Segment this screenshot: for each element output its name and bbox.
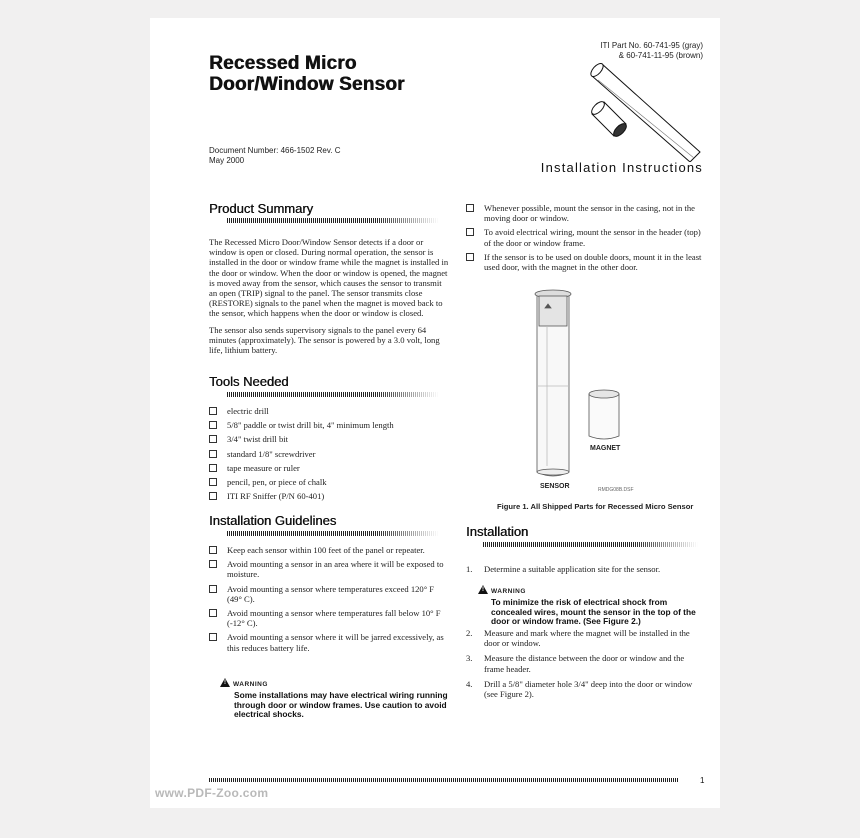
checkbox-icon xyxy=(466,253,474,261)
figure-file-code: RMDG08B.DSF xyxy=(598,487,634,493)
installation-heading: Installation xyxy=(466,524,529,539)
summary-paragraph-2: The sensor also sends supervisory signals to the panel every 64 minutes (approximately). The sensor is powered by a 3.0 volt, long life, lithium battery. xyxy=(209,324,440,356)
tools-needed-heading: Tools Needed xyxy=(209,374,289,389)
placement-tips-list xyxy=(466,203,706,276)
list-item: Avoid mounting a sensor where it will be jarred excessively, as this reduces battery life. xyxy=(209,632,449,652)
list-item: electric drill xyxy=(209,406,449,416)
summary-paragraph-1: The Recessed Micro Door/Window Sensor detects if a door or window is open or closed. During normal operation, the sensor is installed in the door or window frame while the magnet is installed in the door or window. When the door or window is opened, the magnet is moved away from the sensor, which causes the sensor to transmit an open (TRIP) signal to the panel. The sensor transmits close (RESTORE) signals to the panel when the magnet is moved back to the sensor, which happens when the door or window is closed. xyxy=(209,237,449,319)
heading-rule xyxy=(227,531,439,536)
checkbox-icon xyxy=(209,421,217,429)
list-item: 5/8" paddle or twist drill bit, 4" minimum length xyxy=(209,420,449,430)
figure-caption: Figure 1. All Shipped Parts for Recessed Micro Sensor xyxy=(497,502,694,511)
warning-icon: ! xyxy=(478,585,488,594)
product-parts-illustration xyxy=(584,58,704,162)
figure-label-magnet: MAGNET xyxy=(590,445,621,452)
figure-sensor-magnet xyxy=(525,286,635,496)
list-item: pencil, pen, or piece of chalk xyxy=(209,477,449,487)
list-item: standard 1/8" screwdriver xyxy=(209,449,449,459)
list-item: To avoid electrical wiring, mount the sensor in the header (top) of the door or window frame. xyxy=(466,227,706,247)
checkbox-icon xyxy=(209,464,217,472)
document-title: Recessed Micro Door/Window Sensor xyxy=(209,53,405,95)
list-item: Avoid mounting a sensor where temperatures fall below 10° F (-12° C). xyxy=(209,608,449,628)
installation-warning: ! WARNING To minimize the risk of electrical shock from concealed wires, mount the sensor in the top of the door or window frame. (See Figure 2.) xyxy=(478,580,708,627)
document-number: Document Number: 466-1502 Rev. C May 2000 xyxy=(209,146,341,165)
list-item: 1. Determine a suitable application site for the sensor. xyxy=(466,564,661,574)
installation-instructions-heading: Installation Instructions xyxy=(540,160,703,175)
checkbox-icon xyxy=(209,492,217,500)
checkbox-icon xyxy=(209,407,217,415)
list-item: 3. Measure the distance between the door or window and the frame header. xyxy=(466,653,685,674)
watermark: www.PDF-Zoo.com xyxy=(155,786,269,800)
checkbox-icon xyxy=(209,546,217,554)
warning-icon: ! xyxy=(220,678,230,687)
checkbox-icon xyxy=(209,478,217,486)
checkbox-icon xyxy=(466,204,474,212)
footer-rule xyxy=(209,778,679,782)
heading-rule xyxy=(227,392,439,397)
checkbox-icon xyxy=(209,435,217,443)
list-item: 2. Measure and mark where the magnet will be installed in the door or window. xyxy=(466,628,690,649)
guidelines-warning: ! WARNING Some installations may have electrical wiring running through door or window frames. Use caution to avoid electrical shocks. xyxy=(220,673,450,720)
heading-rule xyxy=(483,542,698,547)
checkbox-icon xyxy=(209,609,217,617)
list-item: ITI RF Sniffer (P/N 60-401) xyxy=(209,491,449,501)
list-item: 4. Drill a 5/8" diameter hole 3/4" deep into the door or window (see Figure 2). xyxy=(466,678,693,700)
guidelines-list xyxy=(209,545,449,657)
tools-list xyxy=(209,406,449,505)
product-summary-body xyxy=(209,237,449,361)
page-number: 1 xyxy=(700,776,705,785)
list-item: 3/4" twist drill bit xyxy=(209,434,449,444)
list-item: If the sensor is to be used on double doors, mount it in the least used door, with the magnet in the other door. xyxy=(466,252,706,272)
part-number: ITI Part No. 60-741-95 (gray) & 60-741-11-95 (brown) xyxy=(600,41,703,60)
list-item: tape measure or ruler xyxy=(209,463,449,473)
checkbox-icon xyxy=(466,228,474,236)
list-item: Avoid mounting a sensor where temperatures exceed 120° F (49° C). xyxy=(209,584,449,604)
installation-guidelines-heading: Installation Guidelines xyxy=(209,513,337,528)
list-item: Keep each sensor within 100 feet of the panel or repeater. xyxy=(209,545,449,555)
checkbox-icon xyxy=(209,560,217,568)
list-item: Avoid mounting a sensor in an area where it will be exposed to moisture. xyxy=(209,559,449,579)
heading-rule xyxy=(227,218,439,223)
installation-steps-1 xyxy=(466,564,706,578)
product-summary-heading: Product Summary xyxy=(209,201,314,216)
checkbox-icon xyxy=(209,585,217,593)
figure-label-sensor: SENSOR xyxy=(540,483,570,490)
list-item: Whenever possible, mount the sensor in the casing, not in the moving door or window. xyxy=(466,203,706,223)
checkbox-icon xyxy=(209,450,217,458)
checkbox-icon xyxy=(209,633,217,641)
installation-steps-2 xyxy=(466,628,706,703)
